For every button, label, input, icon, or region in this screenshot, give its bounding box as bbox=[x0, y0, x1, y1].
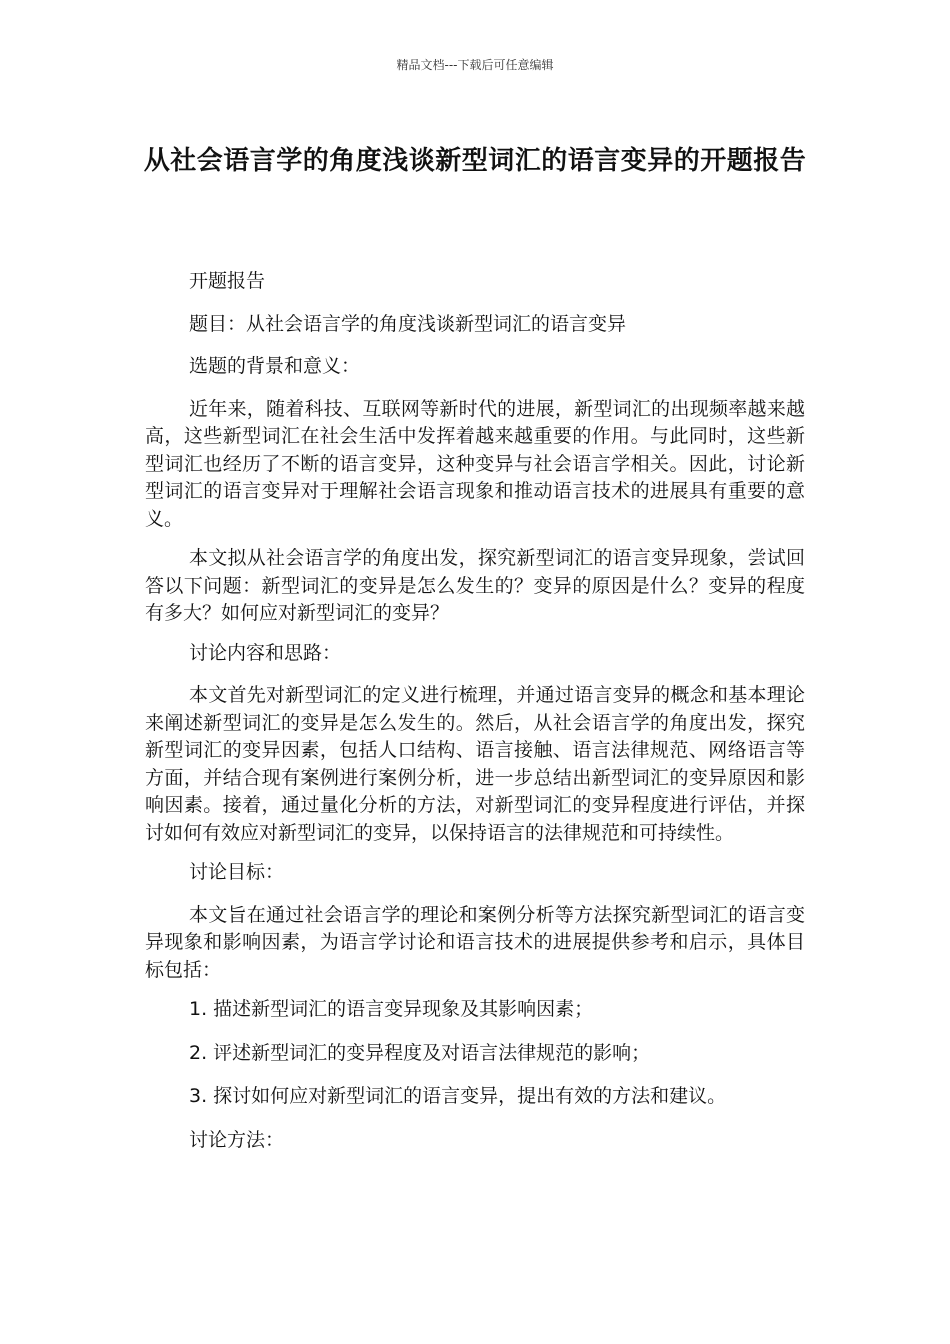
section-heading: 选题的背景和意义： bbox=[189, 355, 361, 377]
topic-line: 题目：从社会语言学的角度浅谈新型词汇的语言变异 bbox=[189, 312, 627, 335]
body-paragraph: 本文旨在通过社会语言学的理论和案例分析等方法探究新型词汇的语言变异现象和影响因素，为语言学讨论和语言技术的进展提供参考和启示，具体目标包括： bbox=[145, 903, 805, 981]
list-item: 3. 探讨如何应对新型词汇的语言变异，提出有效的方法和建议。 bbox=[189, 1085, 727, 1107]
header-note: 精品文档---下载后可任意编辑 bbox=[396, 58, 554, 72]
list-item: 2. 评述新型词汇的变异程度及对语言法律规范的影响； bbox=[189, 1041, 651, 1064]
section-heading: 讨论方法： bbox=[189, 1128, 285, 1151]
section-heading: 开题报告 bbox=[189, 270, 266, 292]
section-heading: 讨论目标： bbox=[189, 861, 285, 883]
document-title: 从社会语言学的角度浅谈新型词汇的语言变异的开题报告 bbox=[143, 146, 807, 176]
section-heading: 讨论内容和思路： bbox=[189, 641, 342, 664]
body-paragraph: 本文首先对新型词汇的定义进行梳理，并通过语言变异的概念和基本理论来阐述新型词汇的变异是怎么发生的。然后，从社会语言学的角度出发，探究新型词汇的变异因素，包括人口结构、语言接触、语言法律规范、网络语言等方面，并结合现有案例进行案例分析，进一步总结出新型词汇的变异原因和影响因素。接着，通过量化分析的方法，对新型词汇的变异程度进行评估，并探讨如何有效应对新型词汇的变异，以保持语言的法律规范和可持续性。 bbox=[145, 684, 805, 844]
list-item: 1. 描述新型词汇的语言变异现象及其影响因素； bbox=[189, 998, 594, 1020]
document-body bbox=[145, 268, 805, 1169]
body-paragraph: 近年来，随着科技、互联网等新时代的进展，新型词汇的出现频率越来越高，这些新型词汇在社会生活中发挥着越来越重要的作用。与此同时，这些新型词汇也经历了不断的语言变异，这种变异与社会语言学相关。因此，讨论新型词汇的语言变异对于理解社会语言现象和推动语言技术的进展具有重要的意义。 bbox=[145, 397, 805, 530]
body-paragraph: 本文拟从社会语言学的角度出发，探究新型词汇的语言变异现象，尝试回答以下问题：新型词汇的变异是怎么发生的？变异的原因是什么？变异的程度有多大？如何应对新型词汇的变异？ bbox=[145, 547, 805, 624]
